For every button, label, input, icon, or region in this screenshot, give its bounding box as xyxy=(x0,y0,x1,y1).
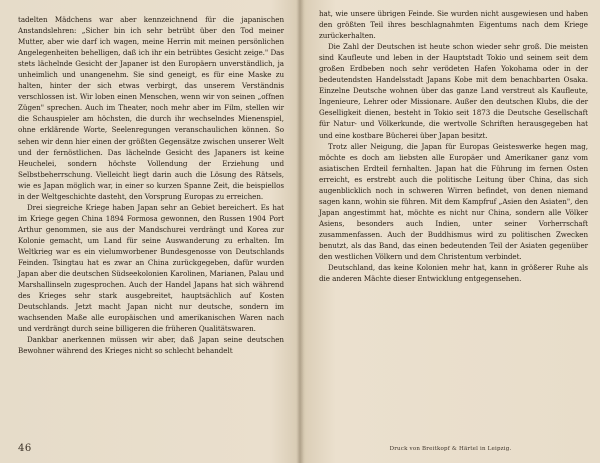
right-page-text xyxy=(319,8,588,284)
paragraph: Trotz aller Neigung, die Japan für Europas Geisteswerke hegen mag, möchte es doch am liebsten alle Europäer und Amerikaner ganz vom asiatischen Erdteil fernhalten. Japan hat die Führung im fernen Osten erreicht, es erstrebt auch die politische Leitung über China, das sich augenblicklich noch in schweren Wirren befindet, von denen niemand sagen kann, wohin sie führen. Mit dem Kampfruf „Asien den Asiaten", den Japan angestimmt hat, möchte es nicht nur China, sondern alle Völker Asiens, besonders auch Indien, unter seiner Vorherrschaft zusammenfassen. Auch der Buddhismus wird zu politischen Zwecken benutzt, als das Band, das einen bedeutenden Teil der Asiaten gegenüber den westlichen Völkern und dem Christentum verbindet. xyxy=(319,141,588,262)
paragraph: Deutschland, das keine Kolonien mehr hat, kann in größerer Ruhe als die anderen Mächte dieser Entwicklung entgegensehen. xyxy=(319,263,588,284)
paragraph: tadelten Mädchens war aber kennzeichnend für die japanischen Anstandslehren: „Sicher bin ich sehr betrübt über den Tod meiner Mutter, aber wie darf ich wagen, meine Herrin mit meinen persönlichen Angelegenheiten behelligen, daß ich ihr ein betrübtes Gesicht zeige." Das stets lächelnde Gesicht der Japaner ist den Europäern unverständlich, ja unheimlich und unangenehm. Sie sind geneigt, es für eine Maske zu halten, hinter der sich etwas verbirgt, das unserem Verständnis verschlossen ist. Wir loben einen Menschen, wenn wir von seinen „offnen Zügen" sprechen. Auch im Theater, noch mehr aber im Film, stellen wir die Schauspieler am höchsten, die durch ihr wechselndes Mienenspiel, ohne erklärende Worte, Seelenregungen veranschaulichen können. So sehen wir denn hier einen der größten Gegensätze zwischen unserer Welt und der fernöstlichen. Das lächelnde Gesicht des Japaners ist keine Heuchelei, sondern höchste Vollendung der Erziehung und Selbstbeherrschung. Vielleicht liegt darin auch die Lösung des Rätsels, wie es Japan möglich war, in einer so kurzen Spanne Zeit, die beispiellos in der Weltgeschichte dasteht, den Vorsprung Europas zu erreichen. xyxy=(18,15,284,201)
paragraph: hat, wie unsere übrigen Feinde. Sie wurden nicht ausgewiesen und haben den größten Teil ihres beschlagnahmten Eigentums nach dem Kriege zurückerhalten. xyxy=(319,9,588,41)
left-page xyxy=(0,0,298,463)
right-page xyxy=(301,0,600,463)
paragraph: Die Zahl der Deutschen ist heute schon wieder sehr groß. Die meisten sind Kaufleute und leben in der Hauptstadt Tokio und seinem seit dem großen Erdbeben noch sehr verödeten Hafen Yokohama oder in der bedeutendsten Handelsstadt Japans Kobe mit dem benachbarten Osaka. Einzelne Deutsche wohnen über das ganze Land verstreut als Kaufleute, Ingenieure, Lehrer oder Missionare. Außer den deutschen Klubs, die der Geselligkeit dienen, besteht in Tokio seit 1873 die Deutsche Gesellschaft für Natur- und Völkerkunde, die wertvolle Schriften herausgegeben hat und eine kostbare Bücherei über Japan besitzt. xyxy=(319,42,588,140)
left-page-text xyxy=(18,14,284,356)
paragraph: Dankbar anerkennen müssen wir aber, daß Japan seine deutschen Bewohner während des Krieges nicht so schlecht behandelt xyxy=(18,335,284,356)
paragraph: Drei siegreiche Kriege haben Japan sehr an Gebiet bereichert. Es hat im Kriege gegen China 1894 Formosa gewonnen, den Russen 1904 Port Arthur genommen, sie aus der Mandschurei verdrängt und Korea zur Kolonie gemacht, um Land für seine Auswanderung zu erhalten. Im Weltkrieg war es ein vielumworbener Bundesgenosse von Deutschlands Feinden. Tsingtau hat es zwar an China zurückgegeben, dafür wurden Japan aber die deutschen Südseekolonien Karolinen, Marianen, Palau und Marshallinseln zugesprochen. Auch der Handel Japans hat sich während des Krieges sehr stark ausgebreitet, hauptsächlich auf Kosten Deutschlands. Jetzt macht Japan nicht nur deutsche, sondern im wachsenden Maße alle europäischen und amerikanischen Waren nach und verdrängt durch seine billigeren die früheren Qualitätswaren. xyxy=(18,202,284,334)
page-number: 46 xyxy=(18,443,32,454)
printer-imprint: Druck von Breitkopf & Härtel in Leipzig. xyxy=(389,446,512,452)
